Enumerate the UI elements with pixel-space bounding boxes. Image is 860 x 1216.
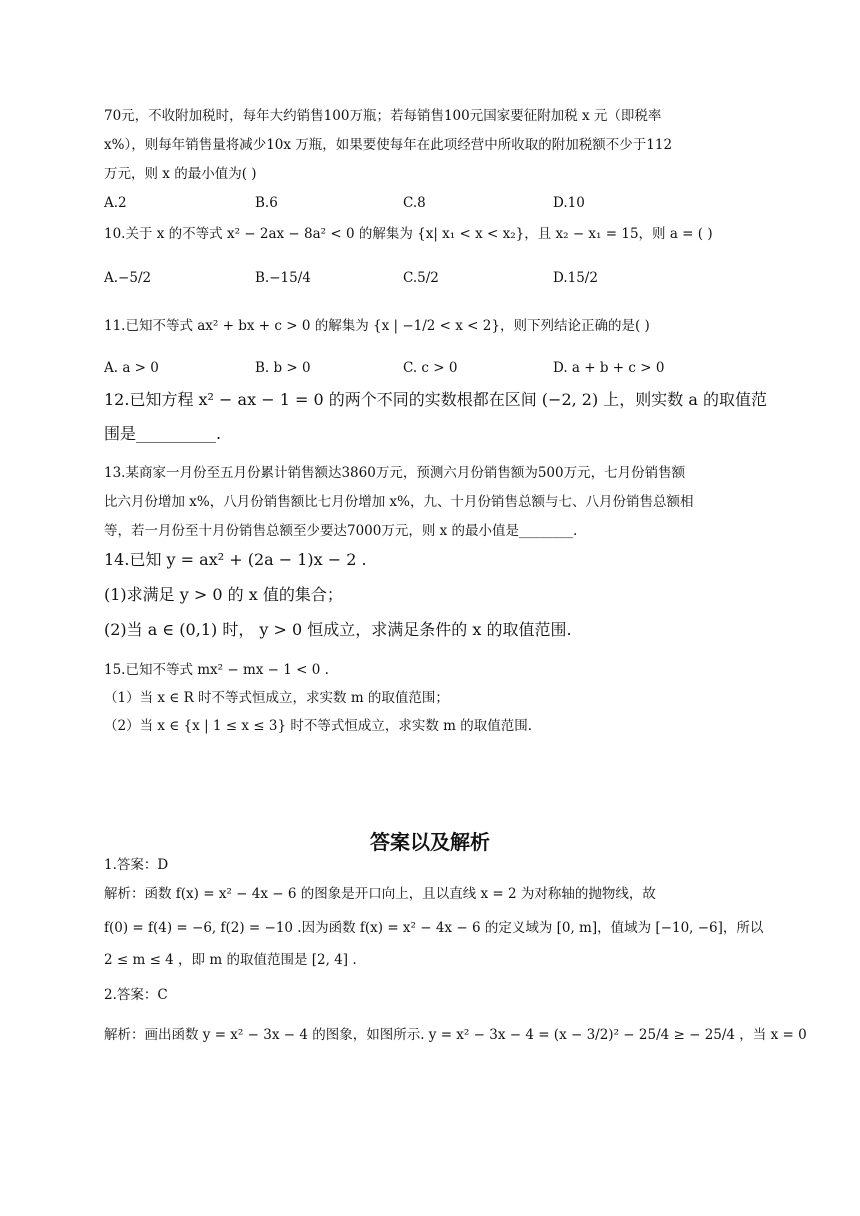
q9-option-b: B.6 <box>255 195 278 211</box>
q9-line3: 万元，则 x 的最小值为( ) <box>104 166 257 182</box>
q10-option-c: C.5/2 <box>403 270 439 286</box>
answer-1-explanation-line3: 2 ≤ m ≤ 4 ，即 m 的取值范围是 [2, 4] . <box>104 952 357 968</box>
q13-line3: 等，若一月份至十月份销售总额至少要达7000万元，则 x 的最小值是________. <box>104 523 578 539</box>
q13-line1: 13.某商家一月份至五月份累计销售额达3860万元，预测六月份销售额为500万元，七月份销售额 <box>104 465 686 481</box>
q15-part1: （1）当 x ∈ R 时不等式恒成立，求实数 m 的取值范围； <box>104 690 449 706</box>
answer-1-label: 1.答案：D <box>104 857 169 873</box>
q13-line2: 比六月份增加 x%，八月份销售额比七月份增加 x%，九、十月份销售总额与七、八月份销售总额相 <box>104 494 694 510</box>
answers-title: 答案以及解析 <box>370 830 490 854</box>
q11-option-b: B. b > 0 <box>255 360 311 376</box>
q10-option-a: A.−5/2 <box>104 270 152 286</box>
q10-option-d: D.15/2 <box>553 270 598 286</box>
q9-line1: 70元，不收附加税时，每年大约销售100万瓶；若每销售100元国家要征附加税 x 元（即税率 <box>104 108 662 124</box>
q15-stem: 15.已知不等式 mx² − mx − 1 < 0 . <box>104 662 329 678</box>
q10-stem: 10.关于 x 的不等式 x² − 2ax − 8a² < 0 的解集为 {x| x₁ < x < x₂}，且 x₂ − x₁ = 15，则 a = ( ) <box>104 226 713 242</box>
answer-1-explanation-line2: f(0) = f(4) = −6, f(2) = −10 .因为函数 f(x) = x² − 4x − 6 的定义域为 [0, m]，值域为 [−10, −6]，所以 <box>104 920 764 936</box>
q11-option-d: D. a + b + c > 0 <box>553 360 665 376</box>
answer-2-explanation-line1: 解析：画出函数 y = x² − 3x − 4 的图象，如图所示. y = x² − 3x − 4 = (x − 3/2)² − 25/4 ≥ − 25/4 ，当 x = 0 <box>104 1027 807 1043</box>
q12-line1: 12.已知方程 x² − ax − 1 = 0 的两个不同的实数根都在区间 (−2, 2) 上，则实数 a 的取值范 <box>104 390 768 409</box>
q14-part1: (1)求满足 y > 0 的 x 值的集合； <box>104 585 343 604</box>
q12-line2: 围是__________. <box>104 424 222 443</box>
q14-part2: (2)当 a ∈ (0,1) 时， y > 0 恒成立，求满足条件的 x 的取值范围. <box>104 620 572 639</box>
q15-part2: （2）当 x ∈ {x | 1 ≤ x ≤ 3} 时不等式恒成立，求实数 m 的取值范围. <box>104 718 533 734</box>
answer-1-explanation-line1: 解析：函数 f(x) = x² − 4x − 6 的图象是开口向上，且以直线 x = 2 为对称轴的抛物线，故 <box>104 886 656 902</box>
q9-option-c: C.8 <box>403 195 426 211</box>
answer-2-label: 2.答案：C <box>104 987 168 1003</box>
q14-stem: 14.已知 y = ax² + (2a − 1)x − 2 . <box>104 550 367 569</box>
q11-option-a: A. a > 0 <box>104 360 159 376</box>
q11-stem: 11.已知不等式 ax² + bx + c > 0 的解集为 {x | −1/2 < x < 2}，则下列结论正确的是( ) <box>104 318 650 334</box>
q9-line2: x%），则每年销售量将减少10x 万瓶，如果要使每年在此项经营中所收取的附加税额不少于112 <box>104 137 673 153</box>
q9-option-a: A.2 <box>104 195 127 211</box>
q11-option-c: C. c > 0 <box>403 360 458 376</box>
q10-option-b: B.−15/4 <box>255 270 311 286</box>
q9-option-d: D.10 <box>553 195 585 211</box>
